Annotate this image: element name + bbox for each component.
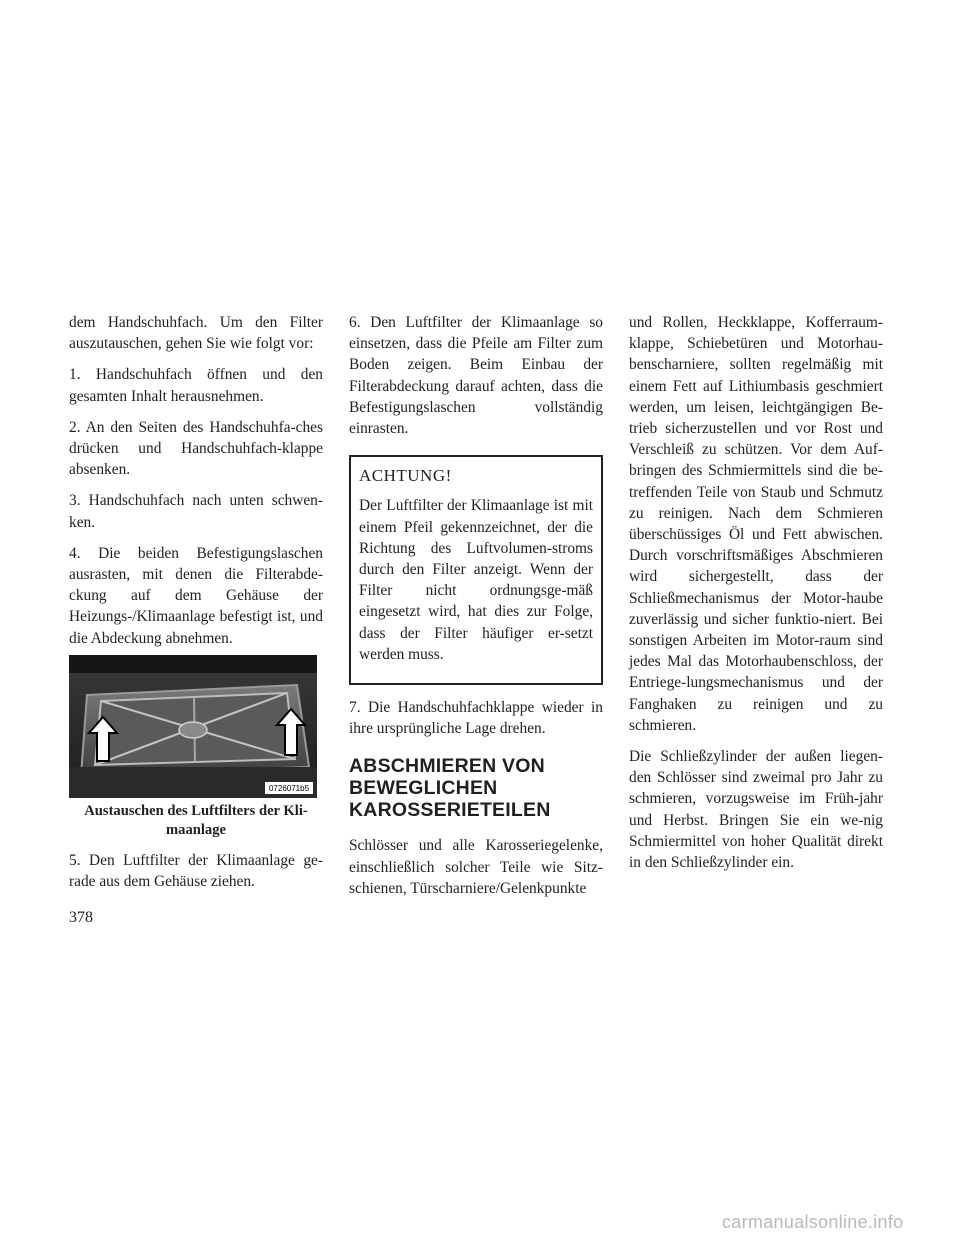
column-middle <box>349 312 603 909</box>
section-heading: ABSCHMIEREN VON BEWEGLICHEN KAROSSERIETEILEN <box>349 755 551 822</box>
air-filter-figure <box>69 655 317 798</box>
figure-caption: Austauschen des Luftfilters der Kli-maanlage <box>84 802 308 838</box>
step-6: 6. Den Luftfilter der Klimaanlage so einsetzen, dass die Pfeile am Filter zum Boden zeigen. Beim Einbau der Filterabdeckung darauf achten, dass die Befestigungslaschen vollständig einrasten. <box>349 314 603 438</box>
page-number: 378 <box>69 909 93 926</box>
column-right <box>629 312 883 883</box>
air-filter-photo <box>69 655 317 798</box>
step-3: 3. Handschuhfach nach unten schwen-ken. <box>69 492 323 531</box>
section-intro: Schlösser und alle Karosseriegelenke, einschließlich solcher Teile wie Sitz-schienen, Türscharniere/Gelenkpunkte <box>349 837 603 897</box>
watermark-text[interactable]: carmanualsonline.info <box>722 1212 904 1232</box>
warning-body: Der Luftfilter der Klimaanlage ist mit einem Pfeil gekennzeichnet, der die Richtung des Luftvolumen-stroms durch den Filter anzeigt. Wenn der Filter nicht ordnungsge-mäß eingesetzt wird, hat dies zur Folge, dass der Filter häufiger er-setzt werden muss. <box>359 497 593 663</box>
step-1: 1. Handschuhfach öffnen und den gesamten Inhalt herausnehmen. <box>69 366 323 405</box>
paragraph: dem Handschuhfach. Um den Filter auszutauschen, gehen Sie wie folgt vor: <box>69 314 323 353</box>
warning-title: ACHTUNG! <box>359 466 452 486</box>
step-2: 2. An den Seiten des Handschuhfa-ches drücken und Handschuhfach-klappe absenken. <box>69 418 323 479</box>
step-4: 4. Die beiden Befestigungslaschen ausrasten, mit denen die Filterabde-ckung auf dem Gehäuse der Heizungs-/Klimaanlage befestigt ist, und die Abdeckung abnehmen. <box>69 544 323 647</box>
step-7: 7. Die Handschuhfachklappe wieder in ihre ursprüngliche Lage drehen. <box>349 699 603 738</box>
step-5: 5. Den Luftfilter der Klimaanlage ge-rade aus dem Gehäuse ziehen. <box>69 851 323 891</box>
warning-box <box>349 455 603 685</box>
lock-cylinder-paragraph: Die Schließzylinder der außen liegen-den Schlösser sind zweimal pro Jahr zu schmieren, vorzugsweise im Früh-jahr und Herbst. Bringen Sie ein we-nig Schmiermittel von hoher Qualität direkt in den Schließzylinder ein. <box>629 748 883 872</box>
figure-code: 0726071b5 <box>268 783 310 793</box>
lubrication-paragraph: und Rollen, Heckklappe, Kofferraum-klappe, Schiebetüren und Motorhau-benscharniere, sollten regelmäßig mit einem Fett auf Lithiumbasis geschmiert werden, um leisen, leichtgängigen Be-trieb sicherzustellen und vor Rost und Verschleiß zu schützen. Vor dem Auf-bringen des Schmiermittels sind die be-treffenden Teile von Staub und Schmutz zu reinigen. Nach dem Schmieren überschüssiges Öl und Fett abwischen. Durch vorschriftsmäßiges Abschmieren wird sichergestellt, dass der Schließmechanismus der Motor-haube zuverlässig und sicher funktio-niert. Bei sonstigen Arbeiten im Motor-raum sind jedes Mal das Motorhaubenschloss, der Entriege-lungsmechanismus und der Fanghaken zu reinigen und zu schmieren. <box>629 314 883 734</box>
column-left <box>69 312 323 902</box>
